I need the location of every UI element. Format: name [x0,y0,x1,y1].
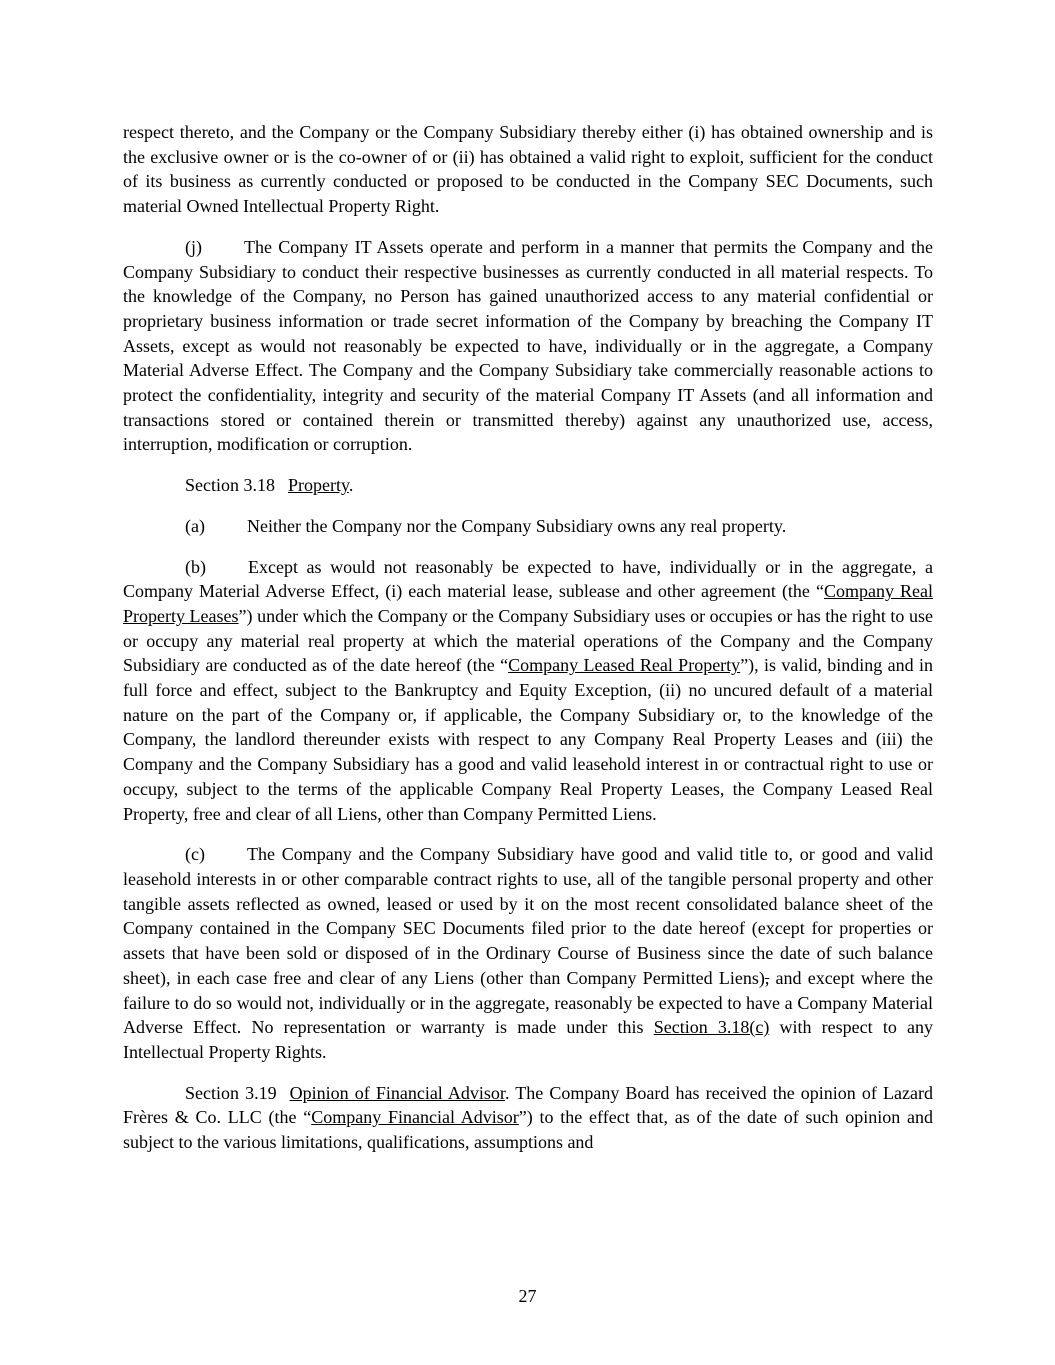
section-3-19-paragraph [123,1081,933,1155]
text-run: (a) [185,515,205,536]
text-run: Neither the Company nor the Company Subsidiary owns any real property. [246,515,787,536]
text-run: and except where the failure to do so would not, individually or in the aggregate, reasonably be expected to have a Company Material Adverse Effect. No representation or warranty is made under this [123,967,934,1038]
text-run: Except as would not reasonably be expected to have, individually or in the aggregate, a Company Material Adverse Effect, (i) each material lease, sublease and other agreement (the “ [123,556,933,602]
underlined-text: Company Financial Advisor [311,1107,519,1128]
struck-text: , [764,967,770,988]
underlined-text: Section 3.18(c) [653,1017,770,1038]
text-run: with respect to any Intellectual Property Rights. [123,1017,933,1062]
text-run: The Company IT Assets operate and perform in a manner that permits the Company and the Company Subsidiary to conduct their respective businesses as currently conducted in all material respects. To the knowledge of the Company, no Person has gained unauthorized access to any material confidential or proprietary business information or trade secret information of the Company by breaching the Company IT Assets, except as would not reasonably be expected to have, individually or in the aggregate, a Company Material Adverse Effect. The Company and the Company Subsidiary take commercially reasonable actions to protect the confidentiality, integrity and security of the material Company IT Assets (and all information and transactions stored or contained therein or transmitted thereby) against any unauthorized use, access, interruption, modification or corruption. [123,236,933,455]
text-run: ”) to the effect that, as of the date of such opinion and subject to the various limitations, qualifications, assumptions and [123,1107,933,1153]
underlined-text: Property [288,475,349,496]
underlined-text: Opinion of Financial Advisor [289,1082,505,1103]
underlined-text: Company Real Property Leases [123,581,933,626]
text-run: (c) [185,844,205,865]
document-body [123,120,933,1155]
paragraph-c [123,842,933,1064]
text-run: Section 3.19 [185,1082,277,1103]
page-number: 27 [518,1286,537,1307]
text-run: (b) [185,556,206,577]
paragraph-continuation [123,120,933,219]
text-run: . The Company Board has received the opinion of Lazard Frères & Co. LLC (the “ [123,1082,933,1128]
section-3-18-heading [123,473,933,498]
text-run: The Company and the Company Subsidiary have good and valid title to, or good and valid leasehold interests in or other comparable contract rights to use, all of the tangible personal property and other tangible assets reflected as owned, leased or used by it on the most recent consolidated balance sheet of the Company contained in the Company SEC Documents filed prior to the date hereof (except for properties or assets that have been sold or disposed of in the Ordinary Course of Business since the date of such balance sheet), in each case free and clear of any Liens (other than Company Permitted Liens) [123,844,933,988]
text-run: ”) under which the Company or the Company Subsidiary uses or occupies or has the right to use or occupy any material real property at which the material operations of the Company and the Company Subsidiary are conducted as of the date hereof (the “ [123,605,933,676]
underlined-text: Company Leased Real Property [508,655,741,676]
text-run: ”), is valid, binding and in full force and effect, subject to the Bankruptcy and Equity Exception, (ii) no uncured default of a material nature on the part of the Company or, if applicable, the Company Subsidiary or, to the knowledge of the Company, the landlord thereunder exists with respect to any Company Real Property Leases and (iii) the Company and the Company Subsidiary has a good and valid leasehold interest in or contractual right to use or occupy, subject to the terms of the applicable Company Real Property Leases, the Company Leased Real Property, free and clear of all Liens, other than Company Permitted Liens. [123,655,933,824]
text-run: respect thereto, and the Company or the Company Subsidiary thereby either (i) has obtained ownership and is the exclusive owner or is the co-owner of or (ii) has obtained a valid right to exploit, sufficient for the conduct of its business as currently conducted or proposed to be conducted in the Company SEC Documents, such material Owned Intellectual Property Right. [123,122,933,217]
text-run: Section 3.18 [185,475,275,496]
paragraph-a [123,514,933,539]
page-footer [0,1284,1055,1309]
paragraph-j [123,235,933,457]
text-run: . [348,475,354,496]
text-run: (j) [185,236,202,257]
paragraph-b [123,555,933,827]
